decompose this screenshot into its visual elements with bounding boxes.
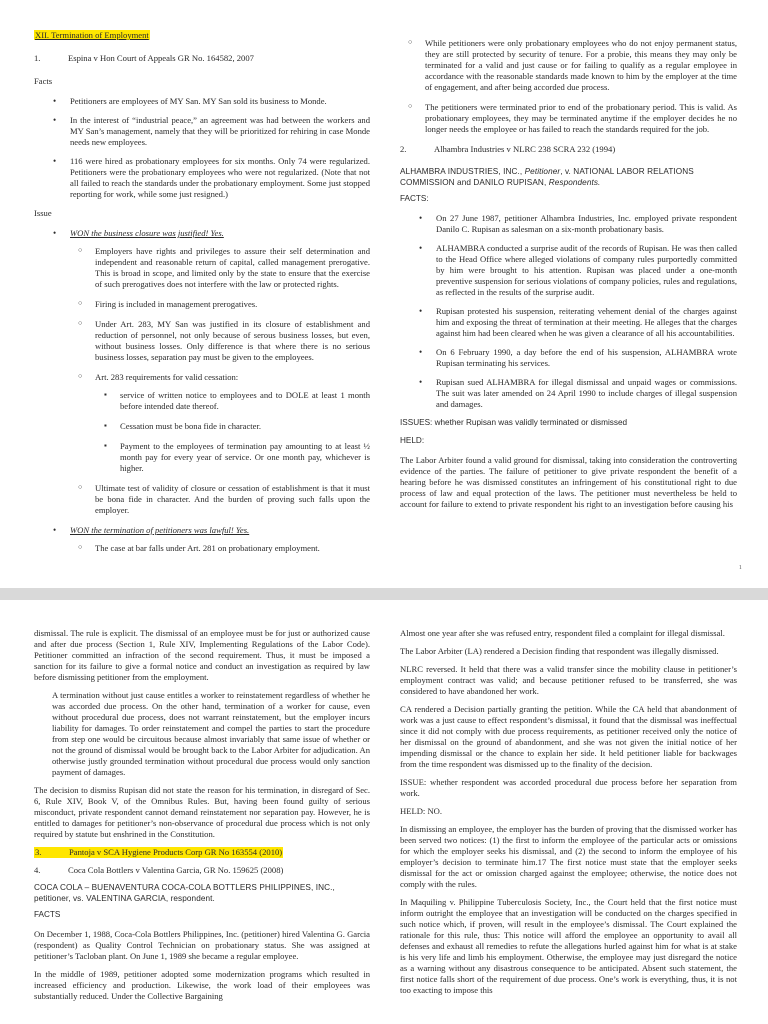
paragraph: In dismissing an employee, the employer has the burden of proving that the dismissed worker has been served two notices: (1) the first to inform the employee of the particular acts or omissions for which the employer seeks his dismissal, and (2) the second to inform the employee of his employer’s decision to terminate him.17 The first notice must state that the employer seeks dismissal for the act or omission charged against the employee; otherwise, the notice does not comply with the rules.: [400, 824, 737, 889]
list-item: ○ The case at bar falls under Art. 281 on probationary employment.: [70, 543, 370, 554]
facts-label: FACTS:: [400, 194, 429, 203]
issue-list: [34, 228, 370, 554]
paragraph: In Maquiling v. Philippine Tuberculosis Society, Inc., the Court held that the first notice must inform outright the employee that an investigation will be conducted on the charges specified in such notice which, if proven, will result in the employee’s dismissal. The Court explained the rationale for this rule, thus: This notice will afford the employee an opportunity to avail all defenses and exhaust all remedies to refute the allegations hurled against him for what is at stake is his very life and limb his employment. Otherwise, the employee may just disregard the notice as a warning without any disastrous consequence to be anticipated. Absent such statement, the first notice falls short of the requirement of due process. One’s work is everything, thus, it is not too exacting to impose this: [400, 897, 737, 995]
block-quote: A termination without just cause entitles a worker to reinstatement regardless of whether he was accorded due process. On the other hand, termination of a worker for cause, even without procedural due process, does not warrant reinstatement, but the employer incurs liability for damages. To order reinstatement and compel the parties to start the procedure from step one would be circuitous because almost invariably that same issue of whether or not the ground of dismissal would be brought back to the Labor Arbiter for adjudication. An otherwise justly grounded termination without procedural due process would only sanction payment of damages.: [52, 690, 370, 777]
held-paragraph: The Labor Arbiter found a valid ground for dismissal, taking into consideration the controverting evidence of the parties. The failure of petitioner to give private respondent the benefit of a hearing before he was dismissed constitutes an infringement of his constitutional right to due process of law and equal protection of the laws. The petitioner must nevertheless be held to account for failure to extend to private respondent his right to an investigation before causing his: [400, 454, 737, 509]
probation-points-list: [400, 38, 737, 135]
page1-left-column: [34, 30, 370, 563]
held-label: HELD: NO.: [400, 806, 443, 816]
paragraph: On December 1, 1988, Coca-Cola Bottlers Philippines, Inc. (petitioner) hired Valentina G. Garcia (respondent) as Quality Control Technician on probationary status. She was assigned at petitioner’s Tacloban plant. On June 1, 1989 she became a regular employee.: [34, 928, 370, 961]
page1-right-column: [400, 38, 737, 517]
case-title: Coca Cola Bottlers v Valentina Garcia, GR No. 159625 (2008): [68, 865, 284, 875]
list-item: ▪ service of written notice to employees and to DOLE at least 1 month before intended date thereof.: [95, 390, 370, 412]
facts-list: [400, 213, 737, 410]
list-item: ○ The petitioners were terminated prior to end of the probationary period. This is valid. As probationary employees, they may be terminated anytime if the employer decides he no longer needs the employee or has failed to reach the standards required for the job.: [400, 102, 737, 135]
list-item: ○ Ultimate test of validity of closure or cessation of establishment is that it must be bona fide in character. And the burden of proving such falls upon the employer.: [70, 483, 370, 516]
list-item: • 116 were hired as probationary employees for six months. Only 74 were regularized. Petitioners were the probationary employees who were not regularized. (Note that not all failed to reach the standards under the probationary employment. Some just stopped reporting for work, while some just resigned.): [34, 156, 370, 200]
list-item: ○ Employers have rights and privileges to assure their self determination and independent and reasonable return of capital, called management prerogative. This is broad in scope, and limited only by the state to ensure that the exercise of such prerogatives does not interfere with the law or protected rights.: [70, 246, 370, 290]
section-title: XII. Termination of Employment: [35, 30, 149, 40]
case-heading-1: 1. Espina v Hon Court of Appeals GR No. 164582, 2007: [34, 53, 254, 63]
document-page-2: [0, 600, 768, 1024]
list-item: ○ Under Art. 283, MY San was justified in its closure of establishment and reduction of personnel, not only because of serous business losses, but even, without business losses. Only difference is that where there is no serious business losses, separation pay must be given to the employees.: [70, 319, 370, 363]
list-item: ▪ Payment to the employees of termination pay amounting to at least ½ month pay for every year of service. Or one month pay, whichever is higher.: [95, 441, 370, 474]
paragraph: dismissal. The rule is explicit. The dismissal of an employee must be for just or authorized cause and after due process (Section 1, Rule XIV, Implementing Regulations of the Labor Code). Petitioner committed an infraction of the second requirement. Thus, it must be imposed a sanction for its failure to give a formal notice and conduct an investigation as required by law before dismissing petitioner from the employment.: [34, 628, 370, 682]
case-parties: COCA COLA – BUENAVENTURA COCA-COLA BOTTLERS PHILIPPINES, INC., petitioner, vs. VALENTINA GARCIA, respondent.: [34, 883, 335, 903]
held-label: HELD:: [400, 436, 425, 445]
list-item: • Rupisan sued ALHAMBRA for illegal dismissal and unpaid wages or commissions. The suit was later amended on 24 April 1990 to include charges of illegal suspension and damages.: [400, 377, 737, 410]
paragraph: Almost one year after she was refused entry, respondent filed a complaint for illegal dismissal.: [400, 628, 725, 638]
sub-list: [70, 543, 370, 554]
issue-heading: WON the business closure was justified! Yes.: [70, 228, 224, 238]
case-title: Pantoja v SCA Hygiene Products Corp GR No 163554 (2010): [69, 847, 283, 857]
list-item: [34, 525, 370, 554]
case-title: Alhambra Industries v NLRC 238 SCRA 232 (1994): [434, 144, 616, 154]
paragraph: The Labor Arbiter (LA) rendered a Decision finding that respondent was illegally dismissed.: [400, 646, 719, 656]
list-item: ○ While petitioners were only probationary employees who do not enjoy permanent status, they are still protected by security of tenure. For a probie, this means they may only be terminated for a valid and just cause or for failing to qualify as a regular employee in accordance with the reasonable standards made known to him by the employer at the time of engagement, and after being accorded due process.: [400, 38, 737, 93]
paragraph: NLRC reversed. It held that there was a valid transfer since the mobility clause in petitioner’s employment contract was valid; and because petitioner refused to be transferred, she was considered to have abandoned her work.: [400, 664, 737, 696]
facts-label: Facts: [34, 76, 53, 86]
case-heading-3: 3. Pantoja v SCA Hygiene Products Corp GR No 163554 (2010): [35, 847, 283, 857]
list-item: • ALHAMBRA conducted a surprise audit of the records of Rupisan. He was then called to the Head Office where alleged violations of company rules purportedly committed by him were brought to his attention. Rupisan was placed under a one-month preventive suspension for serious violations of company policies, rules and regulations, as reflected in the results of the surprise audit.: [400, 243, 737, 298]
issue-label: Issue: [34, 208, 52, 218]
page2-left-column: [34, 628, 370, 1009]
sub-sub-list: [95, 390, 370, 474]
paragraph: The decision to dismiss Rupisan did not state the reason for his termination, in disregard of Sec. 6, Rule XIV, Book V, of the Omnibus Rules. But, having been found guilty of serious misconduct, private respondent cannot demand reinstatement nor separation pay. However, he is entitled to damages for petitioner’s non-observance of procedural due process which is not only required by statute but enshrined in the Constitution.: [34, 785, 370, 839]
case-title: Espina v Hon Court of Appeals GR No. 164582, 2007: [68, 53, 254, 63]
list-item: [34, 228, 370, 516]
facts-list: [34, 96, 370, 200]
list-item: • On 27 June 1987, petitioner Alhambra Industries, Inc. employed private respondent Danilo C. Rupisan as salesman on a six-month probationary basis.: [400, 213, 737, 235]
case-parties: ALHAMBRA INDUSTRIES, INC., Petitioner, v. NATIONAL LABOR RELATIONS COMMISSION and DANILO RUPISAN, Respondents.: [400, 167, 694, 187]
page-gap: [0, 588, 768, 600]
list-item: • Rupisan protested his suspension, reiterating vehement denial of the charges against him and exposing the threat of termination at their meeting. He alleges that the charges against him had been cleared when he was given a clearance of all his accountabilities.: [400, 306, 737, 339]
list-item: ○ Firing is included in management prerogatives.: [70, 299, 370, 310]
list-item: • In the interest of “industrial peace,” an agreement was had between the workers and MY San’s management, namely that they will be prioritized for rehiring in case Monde needs new employees.: [34, 115, 370, 148]
case-heading-4: 4. Coca Cola Bottlers v Valentina Garcia, GR No. 159625 (2008): [34, 865, 284, 875]
page2-right-column: [400, 628, 737, 1003]
issue-heading: WON the termination of petitioners was lawful! Yes.: [70, 525, 250, 535]
paragraph: In the middle of 1989, petitioner adopted some modernization programs which resulted in increased efficiency and production. Likewise, the work load of their employees was substantially reduced. Under the Collective Bargaining: [34, 968, 370, 1001]
list-item: • Petitioners are employees of MY San. MY San sold its business to Monde.: [34, 96, 370, 107]
list-item: ▪ Cessation must be bona fide in character.: [95, 421, 370, 432]
list-item: ○ Art. 283 requirements for valid cessation: ▪ service of written notice to employees and to DOLE at least 1 month before intended date thereof. ▪ Cessation must be bona fide in character. ▪ Payment to the employees of termination pay amounting to at least ½ month pay for every year of service. Or one month pay, whichever is higher.: [70, 372, 370, 474]
issue-line: ISSUE: whether respondent was accorded procedural due process before her separation from work.: [400, 777, 737, 798]
page-number: 1: [738, 563, 742, 571]
case-heading-2: 2. Alhambra Industries v NLRC 238 SCRA 232 (1994): [400, 144, 616, 154]
facts-label: FACTS: [34, 910, 61, 919]
list-item: • On 6 February 1990, a day before the end of his suspension, ALHAMBRA wrote Rupisan terminating his services.: [400, 347, 737, 369]
issues-line: ISSUES: whether Rupisan was validly terminated or dismissed: [400, 417, 628, 427]
paragraph: CA rendered a Decision partially granting the petition. While the CA held that abandonment of work was a just cause to effect respondent’s dismissal, it found that the dismissal was ineffectual since it did not comply with due process requirements, as petitioner received only the notice of her dismissal on the ground of abandonment, and she was not given the initial notice of her impending dismissal or the chance to explain her side. It held petitioner liable for backwages from the time respondent was dismissed up to the finality of the decision.: [400, 704, 737, 769]
sub-list: [70, 246, 370, 516]
